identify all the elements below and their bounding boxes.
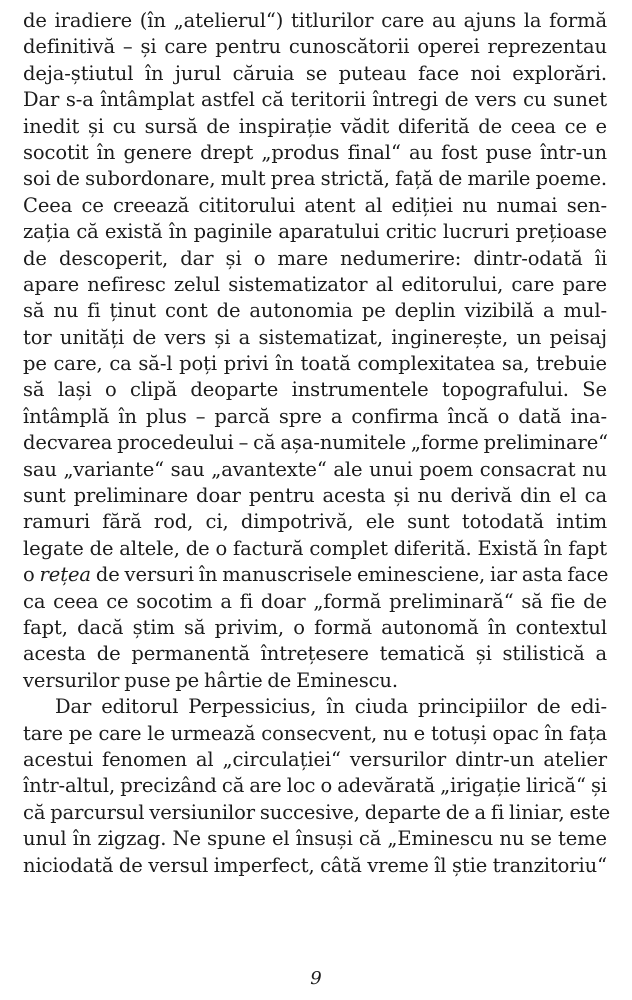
text-line: versurilor puse pe hârtie de Eminescu. <box>23 668 398 692</box>
text-line: legate de altele, de o factură complet diferită. Există în fapt <box>23 536 607 560</box>
text-line: de descoperit, dar și o mare nedumerire: dintr-odată îi <box>23 246 607 270</box>
text-fragment: de versuri în manuscrisele eminesciene, iar asta face <box>95 563 609 587</box>
paragraph <box>23 694 611 879</box>
text-line: Dar editorul Perpessicius, în ciuda principiilor de edi- <box>55 695 607 719</box>
text-line: decvarea procedeului – că așa-numitele „forme preliminare“ <box>23 431 608 455</box>
text-line: sunt preliminare doar pentru acesta și nu derivă din el ca <box>23 484 607 508</box>
text-line: fapt, dacă știm să privim, o formă autonomă în contextul <box>23 615 607 639</box>
text-line-with-emphasis <box>23 562 607 588</box>
text-line: apare nefiresc zelul sistematizator al editorului, care pare <box>23 272 607 296</box>
text-line: de iradiere (în „atelierul“) titlurilor care au ajuns la formă <box>23 9 607 32</box>
text-line: unul în zigzag. Ne spune el însuși că „Eminescu nu se teme <box>23 827 607 851</box>
text-line: deja-știutul în jurul căruia se puteau face noi explorări. <box>23 61 607 85</box>
text-line: pe care, ca să-l poți privi în toată complexitatea sa, trebuie <box>23 352 607 376</box>
text-line: Ceea ce creează cititorului atent al ediției nu numai sen- <box>23 193 607 217</box>
page-number: 9 <box>310 968 322 989</box>
paragraph <box>23 8 607 694</box>
text-line: tor unități de vers și a sistematizat, inginerește, un peisaj <box>23 325 607 349</box>
emphasized-word: rețea <box>39 563 91 587</box>
text-line: niciodată de versul imperfect, câtă vreme îl știe tranzitoriu“ <box>23 853 607 877</box>
text-line: că parcursul versiunilor succesive, departe de a fi liniar, este <box>23 800 611 824</box>
text-line: sau „variante“ sau „avantexte“ ale unui poem consacrat nu <box>23 457 607 481</box>
text-line: soi de subordonare, mult prea strictă, față de marile poeme. <box>23 167 607 191</box>
text-line: zația că există în paginile aparatului critic lucruri prețioase <box>23 220 607 244</box>
text-line: să lași o clipă deoparte instrumentele topografului. Se <box>23 378 607 402</box>
text-line: tare pe care le urmează consecvent, nu e totuși opac în fața <box>23 721 607 745</box>
text-line: inedit și cu sursă de inspirație vădit diferită de ceea ce e <box>23 114 607 138</box>
text-line: întâmplă în plus – parcă spre a confirma încă o dată ina- <box>23 404 607 428</box>
text-line: într-altul, precizând că are loc o adevărată „irigație lirică“ și <box>23 774 607 798</box>
text-line: socotit în genere drept „produs final“ au fost puse într-un <box>23 140 607 164</box>
body-text <box>23 8 611 879</box>
text-line: definitivă – și care pentru cunoscătorii operei reprezentau <box>23 35 607 59</box>
text-line: acestui fenomen al „circulației“ versurilor dintr-un atelier <box>23 747 607 771</box>
text-line: acesta de permanentă întrețesere tematică și stilistică a <box>23 642 607 666</box>
text-fragment: o <box>23 563 35 587</box>
text-line: să nu fi ținut cont de autonomia pe deplin vizibilă a mul- <box>23 299 607 323</box>
text-line: Dar s-a întâmplat astfel că teritorii întregi de vers cu sunet <box>23 88 607 112</box>
text-line: ramuri fără rod, ci, dimpotrivă, ele sunt totodată intim <box>23 510 607 534</box>
text-line: ca ceea ce socotim a fi doar „formă preliminară“ să fie de <box>23 589 607 613</box>
